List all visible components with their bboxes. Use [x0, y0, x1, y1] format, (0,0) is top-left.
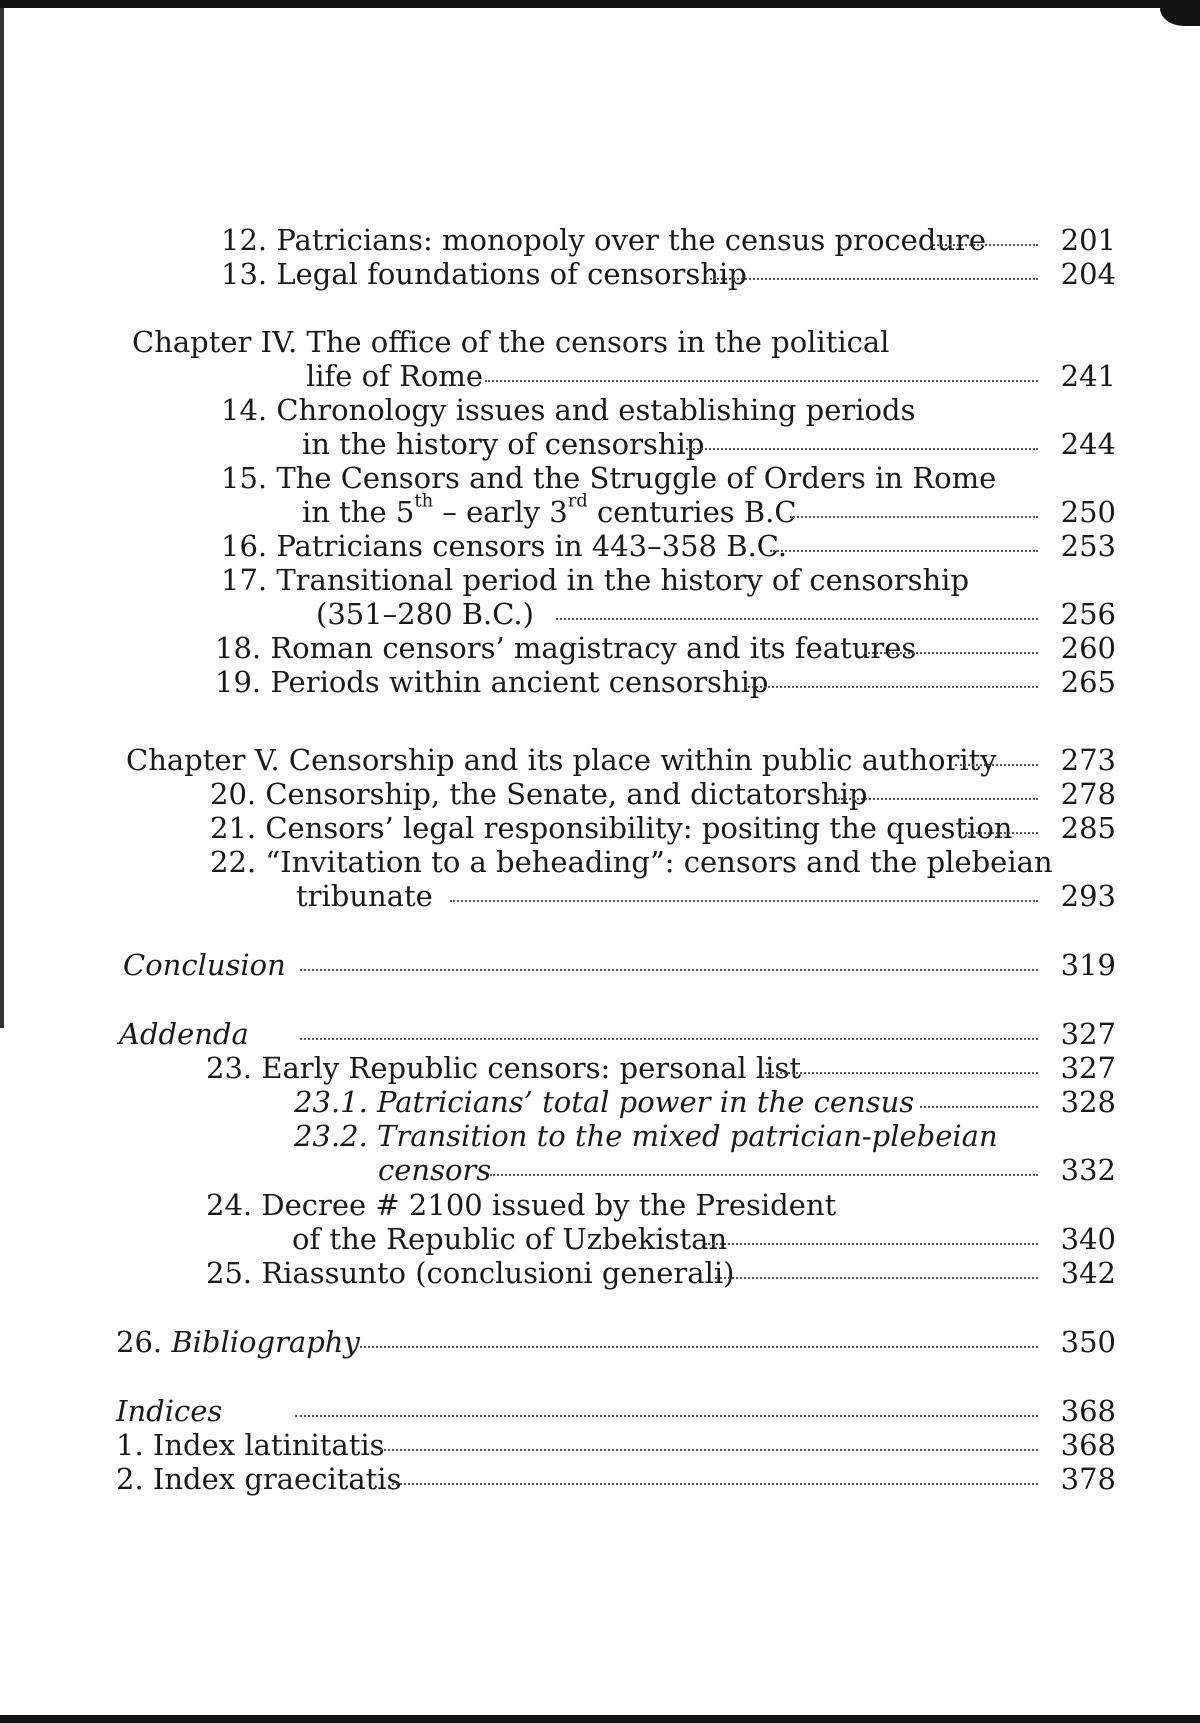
dot-leader [705, 1243, 1038, 1245]
toc-entry-title: 12. Patricians: monopoly over the census procedure [221, 223, 987, 257]
toc-entry-title: 13. Legal foundations of censorship [221, 257, 747, 291]
toc-entry-title: 22. “Invitation to a beheading”: censors and the plebeian [210, 845, 1053, 879]
toc-entry-title: 23.1. Patricians’ total power in the census [294, 1085, 915, 1119]
toc-entry-title: 18. Roman censors’ magistracy and its features [215, 631, 917, 665]
dot-leader [965, 832, 1038, 834]
section-heading: Indices [116, 1394, 223, 1428]
toc-entry-page: 319 [1060, 948, 1116, 982]
toc-entry-page: 350 [1060, 1325, 1116, 1359]
section-heading: Addenda [119, 1017, 249, 1051]
dot-leader [295, 1415, 1038, 1417]
toc-entry-page: 250 [1060, 495, 1116, 529]
toc-entry-title: 23. Early Republic censors: personal list [206, 1051, 801, 1085]
toc-entry [0, 254, 1200, 294]
dot-leader [686, 448, 1038, 450]
dot-leader [380, 1449, 1038, 1451]
toc-entry-title: of the Republic of Uzbekistan [292, 1222, 728, 1256]
dot-leader [930, 244, 1038, 246]
toc-entry-page: 327 [1060, 1051, 1116, 1085]
chapter-heading: Chapter IV. The office of the censors in the political [132, 325, 890, 359]
toc-entry-title: 16. Patricians censors in 443–358 B.C. [221, 529, 788, 563]
toc-entry-title: 14. Chronology issues and establishing periods [221, 393, 916, 427]
dot-leader [770, 550, 1038, 552]
toc-entry-page: 244 [1060, 427, 1116, 461]
dot-leader [715, 1277, 1038, 1279]
toc-entry-title: life of Rome [306, 359, 484, 393]
toc-entry-title: 19. Periods within ancient censorship [215, 665, 769, 699]
toc-entry-title: in the history of censorship [302, 427, 705, 461]
toc-entry-title: tribunate [296, 879, 433, 913]
toc-entry-page: 328 [1060, 1085, 1116, 1119]
toc-entry-page: 241 [1060, 359, 1116, 393]
toc-entry-page: 273 [1060, 743, 1116, 777]
toc-entry-page: 340 [1060, 1222, 1116, 1256]
toc-entry-title: 1. Index latinitatis [116, 1428, 385, 1462]
dot-leader [710, 278, 1038, 280]
toc-entry-page: 278 [1060, 777, 1116, 811]
dot-leader [490, 1174, 1038, 1176]
toc-entry-page: 265 [1060, 665, 1116, 699]
toc-entry [0, 662, 1200, 702]
toc-entry [0, 1459, 1200, 1499]
toc-entry-page: 368 [1060, 1428, 1116, 1462]
dot-leader [300, 969, 1038, 971]
toc-entry-title: 25. Riassunto (conclusioni generali) [206, 1256, 735, 1290]
dot-leader [865, 652, 1038, 654]
dot-leader [485, 380, 1038, 382]
dot-leader [765, 1072, 1038, 1074]
toc-entry-title: 15. The Censors and the Struggle of Orders in Rome [221, 461, 997, 495]
toc-entry-page: 260 [1060, 631, 1116, 665]
toc-entry-page: 327 [1060, 1017, 1116, 1051]
toc-entry [0, 1322, 1200, 1362]
toc-entry-page: 204 [1060, 257, 1116, 291]
toc-entry-page: 253 [1060, 529, 1116, 563]
toc-entry-page: 332 [1060, 1153, 1116, 1187]
toc-entry-title: 2. Index graecitatis [116, 1462, 402, 1496]
toc-entry-title: 21. Censors’ legal responsibility: positing the question [210, 811, 1013, 845]
toc-entry-page: 256 [1060, 597, 1116, 631]
section-heading: Conclusion [123, 948, 286, 982]
dot-leader [392, 1483, 1038, 1485]
toc-entry [0, 1150, 1200, 1190]
toc-entry-title: 23.2. Transition to the mixed patrician-plebeian [294, 1119, 998, 1153]
toc-entry-title: 17. Transitional period in the history of censorship [221, 563, 970, 597]
dot-leader [955, 764, 1038, 766]
toc-entry [0, 1253, 1200, 1293]
toc-entry-title: 24. Decree # 2100 issued by the President [206, 1188, 837, 1222]
toc-entry-title: 20. Censorship, the Senate, and dictatorship [210, 777, 868, 811]
toc-entry-page: 342 [1060, 1256, 1116, 1290]
toc-entry-page: 378 [1060, 1462, 1116, 1496]
section-heading: 26. Bibliography [116, 1325, 360, 1359]
toc-entry-page: 201 [1060, 223, 1116, 257]
dot-leader [556, 618, 1038, 620]
toc-entry-page: 285 [1060, 811, 1116, 845]
toc-entry-title: censors [378, 1153, 492, 1187]
toc-entry-page: 368 [1060, 1394, 1116, 1428]
toc-entry-title: in the 5th – early 3rd centuries B.C [302, 490, 797, 529]
dot-leader [745, 686, 1038, 688]
chapter-heading: Chapter V. Censorship and its place within public authority [126, 743, 997, 777]
toc-entry-title: (351–280 B.C.) [316, 597, 534, 631]
dot-leader [790, 516, 1038, 518]
dot-leader [920, 1106, 1038, 1108]
dot-leader [838, 798, 1038, 800]
toc-entry [0, 945, 1200, 985]
dot-leader [450, 900, 1038, 902]
dot-leader [360, 1346, 1038, 1348]
toc-entry-page: 293 [1060, 879, 1116, 913]
toc-entry [0, 876, 1200, 916]
dot-leader [300, 1038, 1038, 1040]
